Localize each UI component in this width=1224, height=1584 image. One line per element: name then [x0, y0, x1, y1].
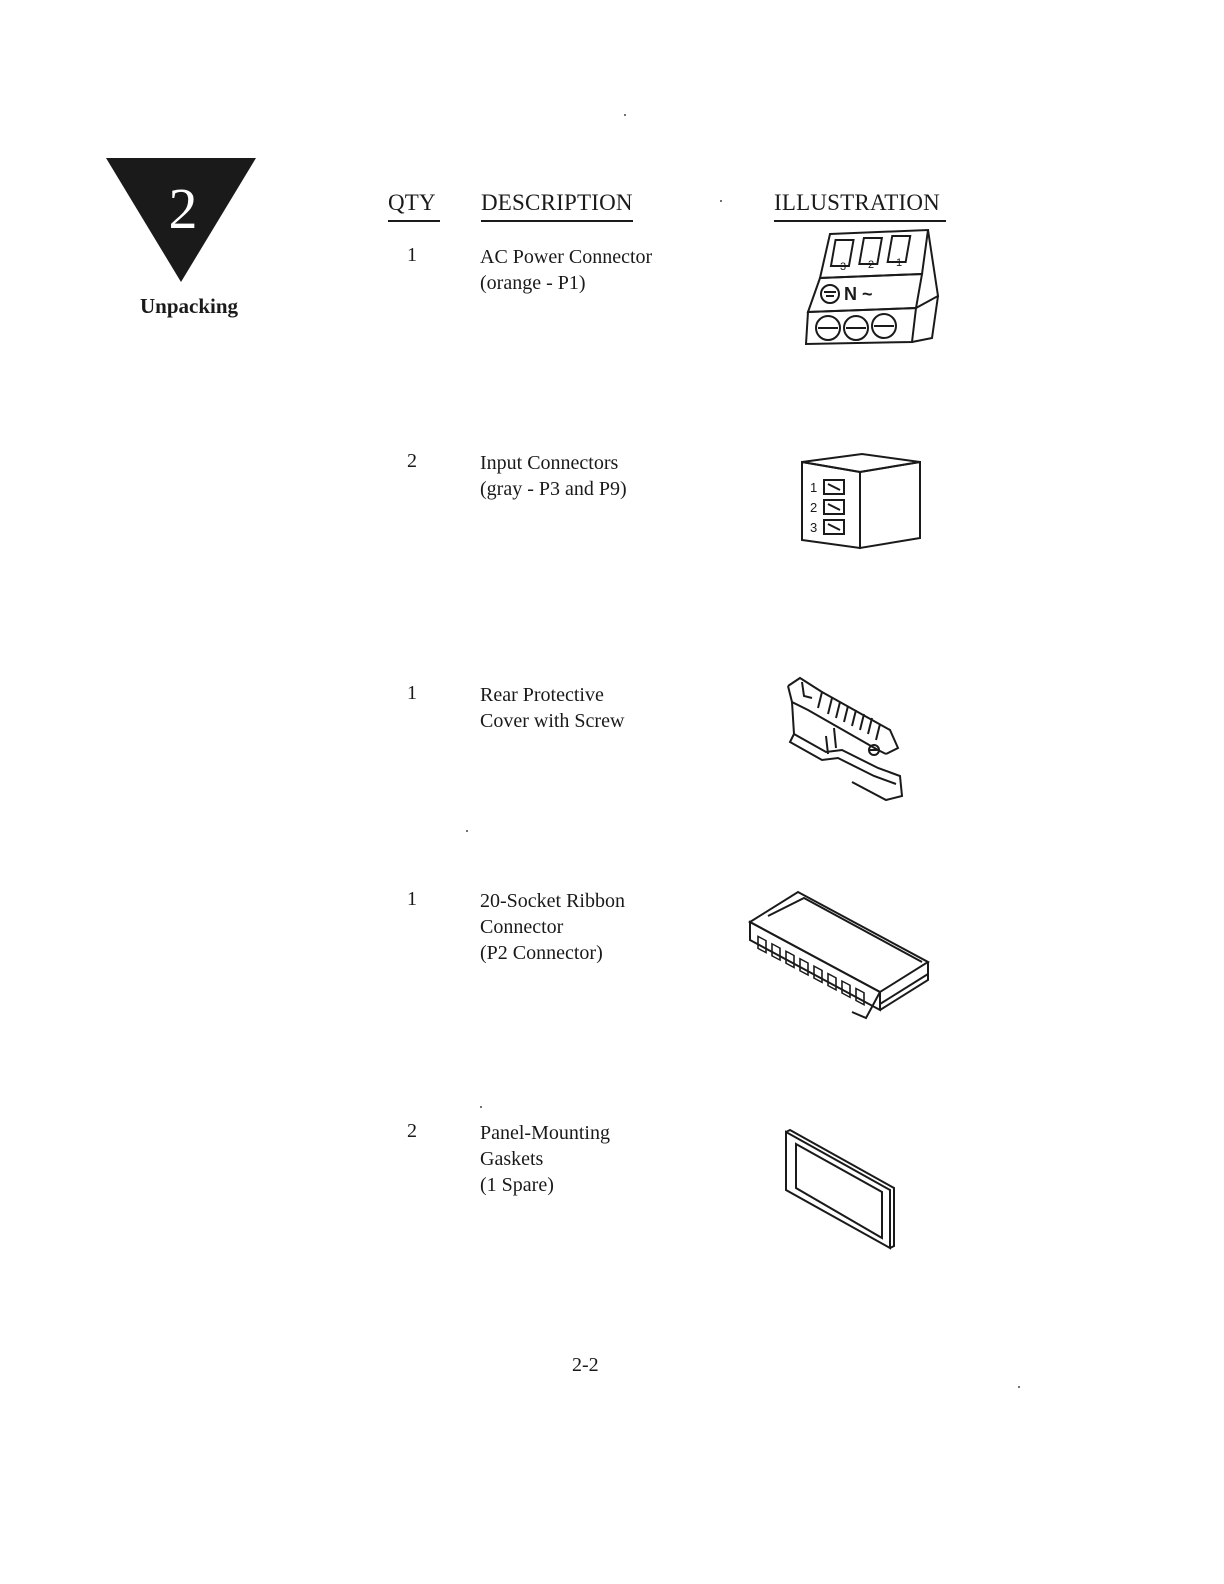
row-4-qty: 1 [407, 888, 417, 910]
row-3-qty: 1 [407, 682, 417, 704]
row-3-description-line: Cover with Screw [480, 710, 625, 732]
description-header: DESCRIPTION [481, 190, 633, 215]
input-connector-drawing [798, 448, 924, 552]
row-5-description-line: (1 Spare) [480, 1174, 554, 1196]
chapter-number: 2 [168, 176, 198, 241]
section-label: Unpacking [140, 294, 239, 318]
row-2-description [480, 450, 627, 502]
gasket-drawing [782, 1128, 898, 1252]
scan-speck [720, 200, 722, 202]
qty-header: QTY [388, 190, 436, 215]
scan-speck [624, 114, 626, 116]
row-2-description-line: (gray - P3 and P9) [480, 478, 627, 500]
ribbon-connector-drawing [746, 888, 932, 1026]
scan-speck [480, 1106, 482, 1108]
row-2-qty: 2 [407, 450, 417, 472]
scan-speck [466, 830, 468, 832]
description-header-rule [481, 220, 633, 222]
row-2-description-line: Input Connectors [480, 452, 619, 474]
row-4-description-line: (P2 Connector) [480, 942, 603, 964]
input-pin-2: 2 [810, 500, 818, 515]
ac-pin-1: 1 [896, 257, 903, 269]
qty-header-rule [388, 220, 440, 222]
row-1-qty: 1 [407, 244, 417, 266]
row-4-description [480, 888, 625, 966]
row-1-description-line: (orange - P1) [480, 272, 586, 294]
row-5-description-line: Gaskets [480, 1148, 544, 1170]
input-pin-1: 1 [810, 480, 818, 495]
row-4-description-line: Connector [480, 916, 564, 938]
ac-power-connector-drawing [800, 226, 940, 358]
row-5-qty: 2 [407, 1120, 417, 1142]
illustration-header-rule [774, 220, 946, 222]
row-5-description-line: Panel-Mounting [480, 1122, 610, 1144]
page-number: 2-2 [572, 1354, 599, 1376]
row-5-description [480, 1120, 610, 1198]
ac-pin-2: 2 [868, 259, 875, 271]
input-pin-3: 3 [810, 520, 818, 535]
ac-pin-3: 3 [840, 261, 847, 273]
row-3-description [480, 682, 624, 734]
rear-protective-cover-drawing [782, 672, 912, 804]
illustration-header: ILLUSTRATION [774, 190, 940, 215]
row-4-description-line: 20-Socket Ribbon [480, 890, 625, 912]
row-1-description-line: AC Power Connector [480, 246, 653, 268]
scan-speck [1018, 1386, 1020, 1388]
ac-terminal-symbols: N ~ [844, 284, 873, 304]
row-3-description-line: Rear Protective [480, 684, 604, 706]
row-1-description [480, 244, 652, 296]
